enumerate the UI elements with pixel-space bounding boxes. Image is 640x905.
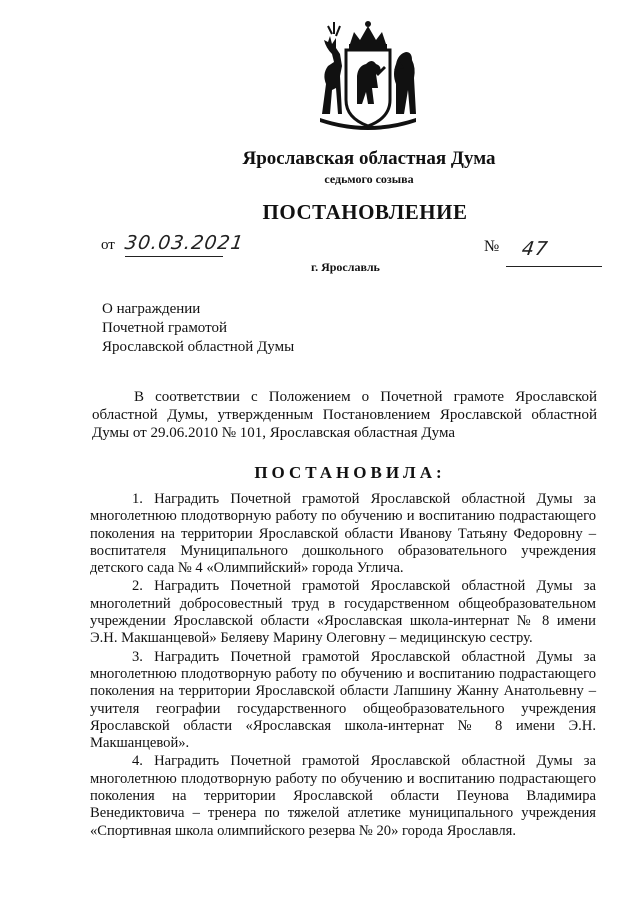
date-underline xyxy=(125,256,223,257)
number-prefix: № xyxy=(484,238,500,255)
subject-line: Ярославской областной Думы xyxy=(102,339,295,355)
resolution-item: 3. Наградить Почетной грамотой Ярославской областной Думы за многолетнюю плодотворную работу по обучению и воспитанию подрастающего поколения на территории Ярославской области Лапшину Жанну Анатольевну – учителя географии государственного общеобразовательного учреждения Ярославской области «Ярославская школа-интернат № 8 имени Э.Н. Макшанцевой». xyxy=(90,648,596,752)
handwritten-date: 30.03.2021 xyxy=(123,232,245,254)
date-field xyxy=(101,232,243,254)
resolution-items xyxy=(90,491,596,841)
resolution-item: 1. Наградить Почетной грамотой Ярославской областной Думы за многолетнюю плодотворную работу по обучению и воспитанию подрастающего поколения на территории Ярославской области Иванову Татьяну Федоровну – воспитателя Муниципального дошкольного образовательного учреждения детского сада № 4 «Олимпийский» города Углича. xyxy=(90,491,596,577)
document-subject xyxy=(102,300,294,357)
resolution-item: 2. Наградить Почетной грамотой Ярославской областной Думы за многолетний добросовестный труд в государственном общеобразовательном учреждении Ярославской области «Ярославская школа-интернат № 8 имени Э.Н. Макшанцевой» Беляеву Марину Олеговну – медицинскую сестру. xyxy=(90,578,596,647)
resolution-item: 4. Наградить Почетной грамотой Ярославской областной Думы за многолетнюю плодотворную работу по обучению и воспитанию подрастающего поколения на территории Ярославской области Пеунова Владимира Венедиктовича – тренера по тяжелой атлетике муниципального учреждения «Спортивная школа олимпийского резерва № 20» города Ярославля. xyxy=(90,753,596,839)
coat-of-arms-emblem xyxy=(312,14,424,132)
handwritten-number: 47 xyxy=(520,238,550,260)
date-prefix: от xyxy=(101,237,115,253)
resolved-heading: ПОСТАНОВИЛА: xyxy=(254,463,446,482)
organization-name: Ярославская областная Дума xyxy=(242,148,496,169)
subject-line: О награждении xyxy=(102,301,201,317)
convocation: седьмого созыва xyxy=(324,172,414,186)
number-underline xyxy=(506,266,602,267)
subject-line: Почетной грамотой xyxy=(102,320,227,336)
city: г. Ярославль xyxy=(311,260,380,274)
document-type-title: ПОСТАНОВЛЕНИЕ xyxy=(262,200,468,224)
preamble-paragraph: В соответствии с Положением о Почетной грамоте Ярославской областной Думы, утвержденным Постановлением Ярославской областной Думы от 29.06.2010 № 101, Ярославская областная Дума xyxy=(92,389,597,441)
